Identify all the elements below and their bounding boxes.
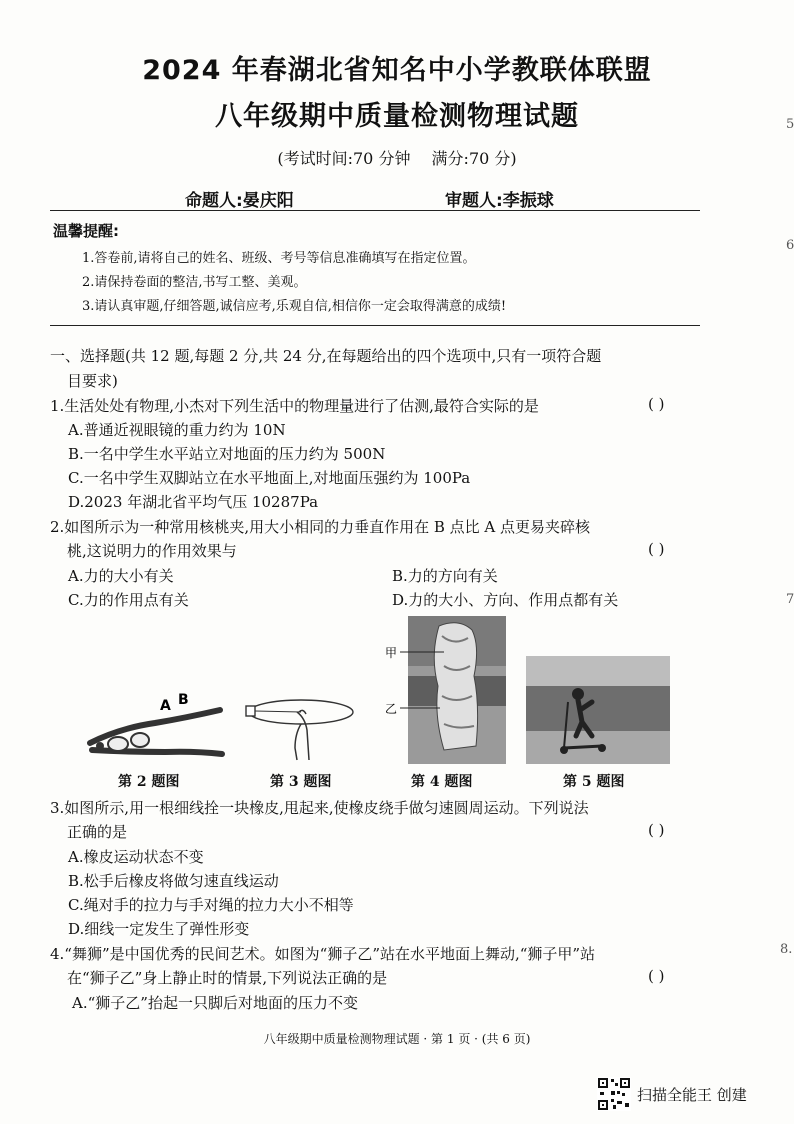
question-2-stem: 2.如图所示为一种常用核桃夹,用大小相同的力垂直作用在 B 点比 A 点更易夹碎核 xyxy=(50,518,591,536)
figure-4-caption: 第 4 题图 xyxy=(411,774,473,790)
qr-code-icon xyxy=(597,1077,631,1111)
q3-option-b: B.松手后橡皮将做匀速直线运动 xyxy=(68,872,279,890)
q2-option-c: C.力的作用点有关 xyxy=(68,591,189,609)
exam-time-info xyxy=(0,146,794,169)
tips-title: 温馨提醒: xyxy=(53,222,119,240)
q2-option-d: D.力的大小、方向、作用点都有关 xyxy=(392,591,619,609)
exam-title-line1: 2024 年春湖北省知名中小学教联体联盟 xyxy=(142,55,652,86)
edge-mark: 8. xyxy=(780,942,793,957)
figure-5-caption: 第 5 题图 xyxy=(563,774,625,790)
figure-3-caption: 第 3 题图 xyxy=(270,774,332,790)
q1-option-d: D.2023 年湖北省平均气压 10287Pa xyxy=(68,493,319,511)
figure-2-caption: 第 2 题图 xyxy=(118,774,180,790)
q2-option-b: B.力的方向有关 xyxy=(392,567,498,585)
tip-item: 3.请认真审题,仔细答题,诚信应考,乐观自信,相信你一定会取得满意的成绩! xyxy=(82,299,507,314)
scanner-label: 扫描全能王 创建 xyxy=(637,1085,747,1104)
section-heading: 一、选择题(共 12 题,每题 2 分,共 24 分,在每题给出的四个选项中,只有一项符合题 xyxy=(50,347,602,365)
setter: 命题人:晏庆阳 xyxy=(185,191,294,211)
q1-option-a: A.普通近视眼镜的重力约为 10N xyxy=(68,421,286,439)
edge-mark: 6 xyxy=(786,238,794,253)
q4-option-a: A.“狮子乙”抬起一只脚后对地面的压力不变 xyxy=(72,994,358,1012)
edge-mark: 7 xyxy=(786,592,794,607)
scanner-watermark xyxy=(597,1077,747,1111)
reviewer: 审题人:李振球 xyxy=(445,191,554,211)
label-a: A xyxy=(160,698,171,714)
q1-option-c: C.一名中学生双脚站立在水平地面上,对地面压强约为 100Pa xyxy=(68,469,471,487)
answer-paren: ( ) xyxy=(648,821,665,839)
eraser-circle-figure xyxy=(243,690,358,765)
edge-mark: 5 xyxy=(786,117,794,132)
q2-option-a: A.力的大小有关 xyxy=(68,567,174,585)
q3-option-c: C.绳对手的拉力与手对绳的拉力大小不相等 xyxy=(68,896,354,914)
page-footer: 八年级期中质量检测物理试题 · 第 1 页 · (共 6 页) xyxy=(263,1032,531,1046)
question-4-stem: 4.“舞狮”是中国优秀的民间艺术。如图为“狮子乙”站在水平地面上舞动,“狮子甲”站 xyxy=(50,945,596,963)
answer-paren: ( ) xyxy=(648,395,665,413)
question-3-stem: 3.如图所示,用一根细线拴一块橡皮,甩起来,使橡皮绕手做匀速圆周运动。下列说法 xyxy=(50,799,589,817)
exam-time: (考试时间:70 分钟 xyxy=(277,149,411,168)
tip-item: 1.答卷前,请将自己的姓名、班级、考号等信息准确填写在指定位置。 xyxy=(82,251,476,266)
section-heading-cont: 目要求) xyxy=(67,372,118,390)
question-4-stem-cont: 在“狮子乙”身上静止时的情景,下列说法正确的是 xyxy=(67,969,388,987)
label-b: B xyxy=(178,692,189,708)
header-divider xyxy=(50,210,700,211)
label-yi: 乙 xyxy=(385,702,398,716)
answer-paren: ( ) xyxy=(648,967,665,985)
q3-option-a: A.橡皮运动状态不变 xyxy=(68,848,204,866)
q1-option-b: B.一名中学生水平站立对地面的压力约为 500N xyxy=(68,445,386,463)
exam-title-line2: 八年级期中质量检测物理试题 xyxy=(215,101,579,132)
answer-paren: ( ) xyxy=(648,540,665,558)
full-score: 满分:70 分) xyxy=(431,149,517,168)
label-jia: 甲 xyxy=(385,646,398,660)
tip-item: 2.请保持卷面的整洁,书写工整、美观。 xyxy=(82,275,307,290)
q3-option-d: D.细线一定发生了弹性形变 xyxy=(68,920,250,938)
tips-divider xyxy=(50,325,700,326)
question-3-stem-cont: 正确的是 xyxy=(67,823,128,841)
scooter-photo xyxy=(526,656,670,764)
lion-dance-photo xyxy=(384,616,506,764)
walnut-cracker-figure xyxy=(80,688,230,763)
question-2-stem-cont: 桃,这说明力的作用效果与 xyxy=(67,542,237,560)
question-1-stem: 1.生活处处有物理,小杰对下列生活中的物理量进行了估测,最符合实际的是 xyxy=(50,397,539,415)
